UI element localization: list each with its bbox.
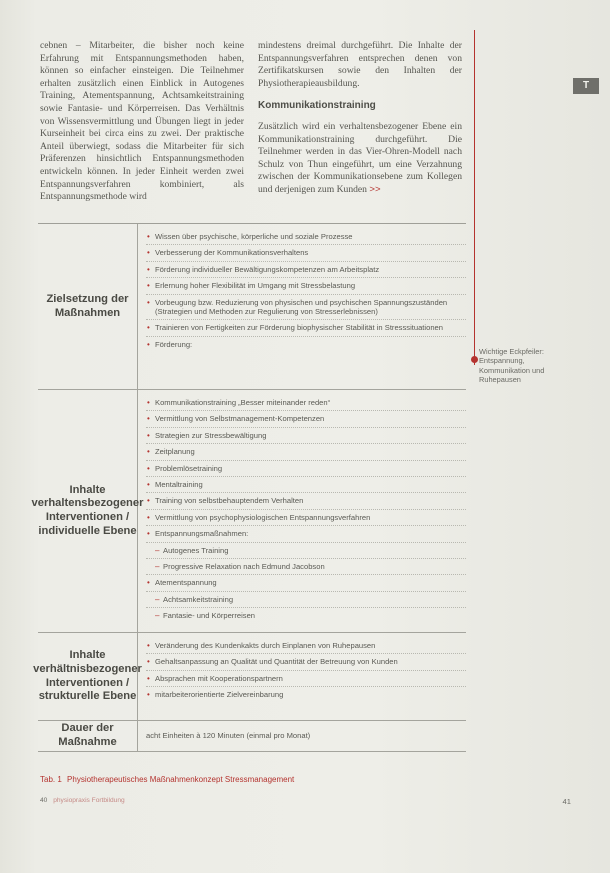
list-item bbox=[146, 295, 466, 321]
list-item bbox=[146, 320, 466, 336]
concept-table bbox=[31, 223, 466, 752]
list-item-text: mitarbeiterorientierte Zielvereinbarung bbox=[155, 690, 284, 700]
bullet-icon: • bbox=[147, 323, 150, 333]
list-item bbox=[146, 411, 466, 427]
bullet-icon: – bbox=[155, 562, 160, 572]
bullet-icon: • bbox=[147, 529, 150, 539]
sidebar-divider bbox=[474, 30, 475, 365]
bullet-icon: • bbox=[147, 657, 150, 667]
row-content bbox=[138, 224, 466, 389]
list-item bbox=[146, 395, 466, 411]
list-item-text: Vorbeugung bzw. Reduzierung von physischen und psychischen Spannungszuständen (Strategien und Methoden zur Regulierung von Stresserlebnissen) bbox=[155, 297, 448, 317]
list-item bbox=[146, 461, 466, 477]
list-item-text: Veränderung des Kundenkakts durch Einplanen von Ruhepausen bbox=[155, 641, 376, 650]
row-label: Dauer der Maßnahme bbox=[38, 721, 138, 751]
row-content bbox=[138, 633, 466, 720]
bullet-icon: – bbox=[155, 545, 160, 555]
left-text-column bbox=[40, 40, 244, 204]
list-item-text: Entspannungsmaßnahmen: bbox=[155, 529, 249, 539]
list-item-text: Wissen über psychische, körperliche und soziale Prozesse bbox=[155, 232, 353, 241]
table-row bbox=[33, 633, 466, 721]
list-item-text: Fantasie- und Körperreisen bbox=[163, 611, 256, 621]
table-row bbox=[31, 390, 466, 633]
list-item bbox=[146, 262, 466, 278]
bullet-icon: • bbox=[147, 463, 150, 473]
list-item bbox=[146, 477, 466, 493]
row-label: Inhalte verhältnisbezogener Interventionen / strukturelle Ebene bbox=[38, 633, 138, 720]
list-item bbox=[146, 493, 466, 509]
list-item-text: Progressive Relaxation nach Edmund Jacobson bbox=[163, 562, 325, 572]
list-item-text: Förderung individueller Bewältigungskompetenzen am Arbeitsplatz bbox=[155, 264, 380, 274]
bullet-icon: • bbox=[147, 281, 150, 291]
list-item-text: Vermittlung von Selbstmanagement-Kompetenzen bbox=[155, 414, 325, 424]
bullet-icon: • bbox=[147, 430, 150, 440]
page-footer bbox=[40, 797, 571, 809]
list-item-text: Achtsamkeitstraining bbox=[163, 594, 234, 604]
list-item bbox=[146, 245, 466, 261]
page-number-left: 40 bbox=[40, 797, 48, 804]
list-item bbox=[146, 543, 466, 559]
list-item-text: Gehaltsanpassung an Qualität und Quantität der Betreuung von Kunden bbox=[155, 657, 398, 667]
bullet-icon: • bbox=[147, 480, 150, 490]
item-list bbox=[146, 638, 466, 703]
footer-left bbox=[40, 797, 125, 804]
table-row bbox=[38, 721, 466, 752]
row-label: Zielsetzung der Maßnahmen bbox=[38, 224, 138, 389]
list-item-text: Mentaltraining bbox=[155, 480, 203, 490]
row-content bbox=[138, 390, 466, 632]
list-item bbox=[146, 337, 466, 352]
bullet-icon: • bbox=[147, 447, 150, 457]
list-item bbox=[146, 428, 466, 444]
list-item-text: Verbesserung der Kommunikationsverhaltens bbox=[155, 248, 309, 258]
body-text: Zusätzlich wird ein verhaltensbezogener Ebene ein Kommunikationstraining durchgeführt. Die Teilnehmer werden in das Vier-Ohren-Modell nach Schulz von Thun eingeführt, um eine Verzahnung zwischen der Kommunikationsebene zum Kollegen und derjenigen zum Kunden bbox=[258, 120, 462, 195]
left-paragraph: cebnen – Mitarbeiter, die bisher noch keine Erfahrung mit Entspannungsmethoden haben, können so einfacher einsteigen. Die Teilnehmer erhalten zusätzlich einen Einblick in Autogenes Training, Atementspannung, Achtsamkeitstraining sowie Fantasie- und Körperreisen. Das Verhältnis von Wissensvermittlung und Übungen liegt in jeder Kurseinheit bei circa eins zu zwei. Der praktische Anteil überwiegt, sodass die Mitarbeiter für sich Präferenzen hinsichtlich Entspannungsmethoden entwickeln können. In jeder Einheit werden zwei Entspannungsverfahren kombiniert, als Entspannungsmethode wird bbox=[40, 40, 244, 203]
list-item-text: Strategien zur Stressbewältigung bbox=[155, 430, 267, 440]
item-list bbox=[146, 229, 466, 352]
list-item bbox=[146, 575, 466, 591]
chapter-tab: T bbox=[573, 78, 599, 94]
list-item-text: Trainieren von Fertigkeiten zur Förderung biophysischer Stabilität in Stresssituationen bbox=[155, 323, 444, 333]
caption-label: Tab. 1 bbox=[40, 775, 62, 784]
right-body-paragraph bbox=[258, 121, 462, 197]
section-heading: Kommunikationstraining bbox=[258, 100, 376, 112]
bullet-icon: • bbox=[147, 673, 150, 683]
bullet-icon: • bbox=[147, 690, 150, 700]
bullet-icon: • bbox=[147, 297, 150, 307]
list-item-text: Atementspannung bbox=[155, 578, 217, 588]
list-item bbox=[146, 608, 466, 623]
list-item-text: Problemlösetraining bbox=[155, 463, 223, 473]
list-item bbox=[146, 229, 466, 245]
list-item bbox=[146, 638, 466, 654]
bullet-icon: • bbox=[147, 641, 150, 650]
list-item bbox=[146, 510, 466, 526]
list-item bbox=[146, 654, 466, 670]
margin-note: Wichtige Eckpfeiler: Entspannung, Kommunikation und Ruhepausen bbox=[479, 347, 545, 385]
list-item-text: Kommunikationstraining „Besser miteinander reden“ bbox=[155, 398, 331, 407]
bullet-icon: – bbox=[155, 611, 160, 621]
list-item bbox=[146, 559, 466, 575]
list-item-text: Absprachen mit Kooperationspartnern bbox=[155, 673, 283, 683]
right-intro-paragraph: mindestens dreimal durchgeführt. Die Inhalte der Entspannungsverfahren entsprechen denen von Zertifikatskursen sowie den Inhalten der Physiotherapieausbildung. bbox=[258, 40, 462, 89]
bullet-icon: • bbox=[147, 248, 150, 258]
list-item bbox=[146, 687, 466, 702]
list-item-text: Zeitplanung bbox=[155, 447, 195, 457]
bullet-icon: • bbox=[147, 578, 150, 588]
list-item-text: Vermittlung von psychophysiologischen Entspannungsverfahren bbox=[155, 512, 371, 522]
continue-arrow: >> bbox=[369, 183, 381, 195]
list-item bbox=[146, 592, 466, 608]
list-item bbox=[146, 671, 466, 687]
caption-text: Physiotherapeutisches Maßnahmenkonzept Stressmanagement bbox=[67, 775, 295, 784]
bullet-icon: • bbox=[147, 339, 150, 349]
bullet-icon: • bbox=[147, 264, 150, 274]
bullet-icon: • bbox=[147, 496, 150, 506]
list-item-text: Training von selbstbehauptendem Verhalten bbox=[155, 496, 304, 506]
table-caption bbox=[40, 775, 470, 784]
bullet-icon: • bbox=[147, 232, 150, 241]
item-list bbox=[146, 395, 466, 624]
duration-value: acht Einheiten à 120 Minuten (einmal pro Monat) bbox=[146, 731, 311, 741]
footer-source: physiopraxis Fortbildung bbox=[53, 797, 125, 804]
table-row bbox=[38, 224, 466, 390]
bullet-icon: • bbox=[147, 398, 150, 407]
bullet-icon: • bbox=[147, 414, 150, 424]
list-item-text: Förderung: bbox=[155, 339, 193, 349]
list-item bbox=[146, 444, 466, 460]
bullet-icon: – bbox=[155, 594, 160, 604]
page-number-right: 41 bbox=[562, 797, 571, 806]
row-label: Inhalte verhaltensbezogener Interventionen / individuelle Ebene bbox=[38, 390, 138, 632]
list-item-text: Erlernung hoher Flexibilität im Umgang mit Stressbelastung bbox=[155, 281, 356, 291]
right-text-column bbox=[258, 40, 462, 197]
list-item bbox=[146, 278, 466, 294]
margin-note-marker bbox=[471, 356, 478, 363]
list-item bbox=[146, 526, 466, 542]
bullet-icon: • bbox=[147, 512, 150, 522]
list-item-text: Autogenes Training bbox=[163, 545, 229, 555]
